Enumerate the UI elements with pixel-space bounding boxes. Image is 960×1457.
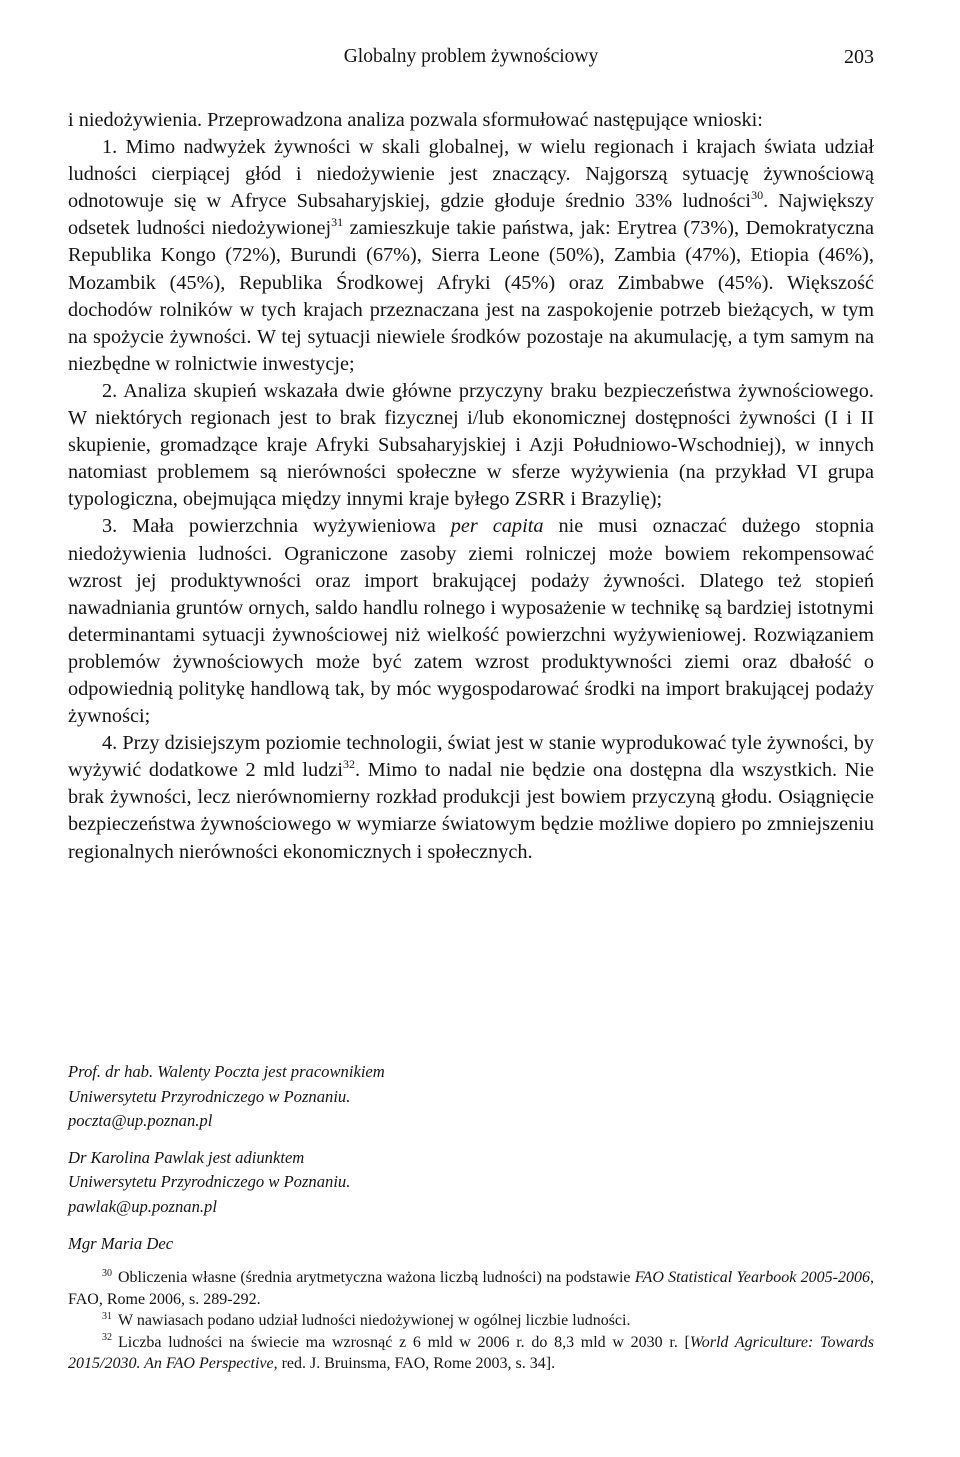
- paragraph-conclusion-4: [68, 730, 874, 865]
- footnote-ref-31[interactable]: 31: [331, 215, 344, 230]
- author-line: Prof. dr hab. Walenty Poczta jest pracownikiem: [68, 1062, 385, 1081]
- paragraph-text: 4. Przy dzisiejszym poziomie technologii, świat jest w stanie wyprodukować tyle żywności, by wyżywić dodatkowe 2 mld ludzi: [68, 732, 874, 782]
- footnote-number: 32: [102, 1332, 112, 1344]
- author-line: Mgr Maria Dec: [68, 1233, 174, 1253]
- footnote-text: , red. J. Bruinsma, FAO, Rome 2003, s. 34].: [273, 1355, 556, 1372]
- footnote-ref-30[interactable]: 30: [751, 188, 764, 203]
- affiliation-dec: [68, 1232, 874, 1257]
- footnote-text: Liczba ludności na świecie ma wzrosnąć z 6 mld w 2006 r. do 8,3 mld w 2030 r. [: [118, 1333, 690, 1351]
- page-number: 203: [844, 46, 874, 68]
- paragraph-text: 3. Mała powierzchnia wyżywieniowa: [102, 515, 451, 538]
- paragraph-conclusion-2: 2. Analiza skupień wskazała dwie główne przyczyny braku bezpieczeństwa żywnościowego. W niektórych regionach jest to brak fizycznej i/lub ekonomicznej dostępności żywności (I i II skupienie, gromadzące kraje Afryki Subsaharyjskiej i Azji Południowo-Wschodniej), w innych natomiast problemem są nierówności społeczne w sferze wyżywienia (na przykład VI grupa typologiczna, obejmująca między innymi kraje byłego ZSRR i Brazylię);: [68, 379, 874, 511]
- paragraph-text: 1. Mimo nadwyżek żywności w skali globalnej, w wielu regionach i krajach świata udział ludności cierpiącej głód i niedożywienie jest znaczący. Najgorszą sytuację żywnościową odnotowuje się w Afryce Subsaharyjskiej, gdzie głoduje średnio 33% ludności: [68, 136, 874, 213]
- footnote-32: [68, 1332, 874, 1375]
- paragraph-lead: i niedożywienia. Przeprowadzona analiza pozwala sformułować następujące wnioski:: [68, 109, 763, 131]
- footnote-30: [68, 1267, 874, 1310]
- email-link[interactable]: pawlak@up.poznan.pl: [68, 1196, 217, 1216]
- footnote-ref-32[interactable]: 32: [342, 757, 355, 772]
- running-title: Globalny problem żywnościowy: [343, 46, 599, 67]
- footnote-text: Obliczenia własne (średnia arytmetyczna ważona liczbą ludności) na podstawie: [118, 1269, 635, 1286]
- affiliation-poczta: [68, 1060, 874, 1134]
- institution-line: Uniwersytetu Przyrodniczego w Poznaniu.: [68, 1086, 351, 1106]
- paragraph-text: zamieszkuje takie państwa, jak: Erytrea (73%), Demokratyczna Republika Kongo (72%), Burundi (67%), Sierra Leone (50%), Zambia (47%), Etiopia (46%), Mozambik (45%), Republika Środkowej Afryki (45%) oraz Zimbabwe (45%). Większość dochodów rolników w tych krajach przeznaczana jest na zaspokojenie potrzeb bieżących, w tym na spożycie żywności. W tej sytuacji niewiele środków pozostaje na akumulację, a tym samym na niezbędne w rolnictwie inwestycje;: [68, 217, 874, 375]
- running-header: [68, 46, 874, 76]
- paragraph-text: . Mimo to nadal nie będzie ona dostępna dla wszystkich. Nie brak żywności, lecz nierównomierny rozkład produkcji jest bowiem przyczyną głodu. Osiągnięcie bezpieczeństwa żywnościowego w wymiarze światowym będzie możliwe dopiero po zmniejszeniu regionalnych nierówności ekonomicznych i społecznych.: [68, 759, 874, 863]
- paragraph-text: nie musi oznaczać dużego stopnia niedożywienia ludności. Ograniczone zasoby ziemi rolniczej może bowiem rekompensować wzrost jej produktywności oraz import brakującej podaży żywności. Dlatego też stopień nawadniania gruntów ornych, saldo handlu rolnego i wyposażenie w technikę są bardziej istotnymi determinantami sytuacji żywnościowej niż wielkość powierzchni wyżywieniowej. Rozwiązaniem problemów żywnościowych może być zatem wzrost produktywności ziemi oraz dbałość o odpowiednią politykę handlową tak, by móc wygospodarować środki na import brakującej podaży żywności;: [68, 515, 874, 728]
- emphasis-per-capita: per capita: [450, 515, 544, 538]
- affiliation-pawlak: [68, 1146, 874, 1220]
- footnote-number: 31: [102, 1310, 112, 1322]
- author-line: Dr Karolina Pawlak jest adiunktem: [68, 1147, 305, 1167]
- paragraph-conclusion-1: [68, 134, 874, 378]
- institution-line: Uniwersytetu Przyrodniczego w Poznaniu.: [68, 1172, 351, 1192]
- main-text: [68, 107, 874, 866]
- footnote-title: World Agriculture: Towards 2015/2030. An FAO Perspective: [68, 1333, 874, 1372]
- footnote-text: , FAO, Rome 2006, s. 289-292.: [68, 1269, 874, 1308]
- email-link[interactable]: poczta@up.poznan.pl: [68, 1111, 213, 1131]
- paragraph-text: . Największy odsetek ludności niedożywionej: [68, 190, 874, 240]
- author-affiliations: [68, 1060, 874, 1268]
- footnote-31: [68, 1310, 874, 1332]
- paragraph-conclusion-3: [68, 513, 874, 730]
- footnote-title: FAO Statistical Yearbook 2005-2006: [634, 1269, 870, 1286]
- footnote-number: 30: [102, 1267, 112, 1279]
- footnotes: [68, 1267, 874, 1375]
- footnote-text: W nawiasach podano udział ludności niedożywionej w ogólnej liczbie ludności.: [118, 1312, 631, 1329]
